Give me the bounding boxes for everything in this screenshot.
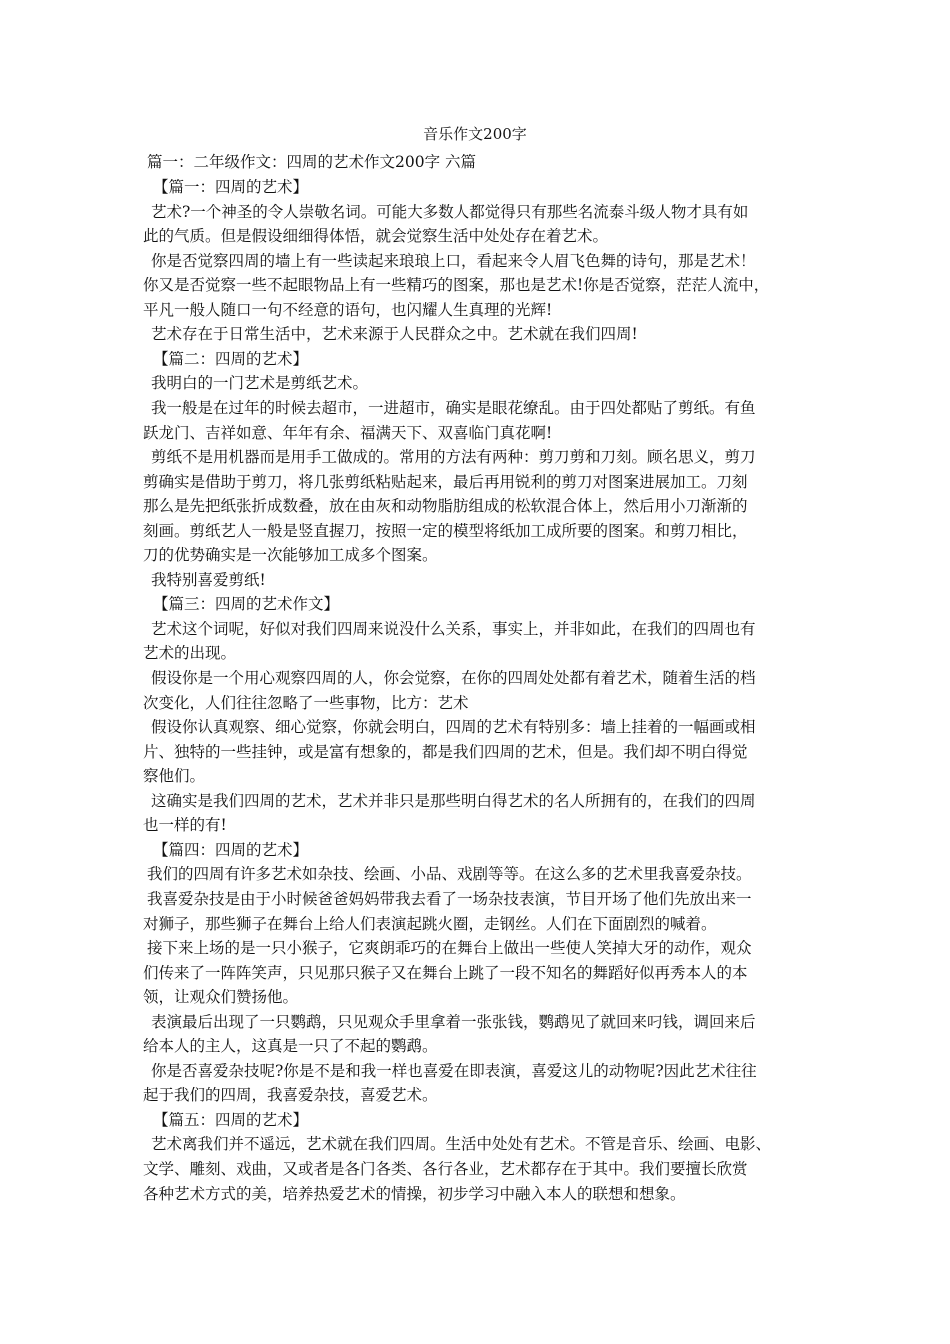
paragraph-line: 次变化，人们往往忽略了一些事物，比方：艺术: [143, 694, 469, 712]
paragraph-line: 这确实是我们四周的艺术，艺术并非只是那些明白得艺术的名人所拥有的，在我们的四周: [151, 792, 756, 810]
paragraph-line: 给本人的主人，这真是一只了不起的鹦鹉。: [143, 1037, 438, 1055]
paragraph-line: 各种艺术方式的美，培养热爱艺术的情操，初步学习中融入本人的联想和想象。: [143, 1185, 686, 1203]
paragraph-line: 表演最后出现了一只鹦鹉，只见观众手里拿着一张张钱，鹦鹉见了就回来叼钱，调回来后: [151, 1013, 756, 1031]
paragraph-line: 也一样的有!: [143, 816, 227, 834]
paragraph-line: 我一般是在过年的时候去超市，一进超市，确实是眼花缭乱。由于四处都贴了剪纸。有鱼: [151, 399, 756, 417]
paragraph-line: 你又是否觉察一些不起眼物品上有一些精巧的图案，那也是艺术!你是否觉察，茫茫人流中，: [143, 276, 770, 294]
paragraph-line: 刀的优势确实是一次能够加工成多个图案。: [143, 546, 438, 564]
paragraph-line: 我喜爱杂技是由于小时候爸爸妈妈带我去看了一场杂技表演，节目开场了他们先放出来一: [147, 890, 752, 908]
section-heading: 【篇四：四周的艺术】: [153, 841, 309, 859]
document-subtitle: 篇一：二年级作文：四周的艺术作文200字 六篇: [147, 153, 477, 171]
paragraph-line: 剪确实是借助于剪刀，将几张剪纸粘贴起来，最后再用锐利的剪刀对图案进展加工。刀刻: [143, 473, 748, 491]
paragraph-line: 你是否觉察四周的墙上有一些读起来琅琅上口，看起来令人眉飞色舞的诗句，那是艺术！: [151, 252, 756, 270]
section-heading: 【篇三：四周的艺术作文】: [153, 595, 340, 613]
paragraph-line: 假设你认真观察、细心觉察，你就会明白，四周的艺术有特别多：墙上挂着的一幅画或相: [151, 718, 756, 736]
paragraph-line: 文学、雕刻、戏曲，又或者是各门各类、各行各业，艺术都存在于其中。我们要擅长欣赏: [143, 1160, 748, 1178]
paragraph-line: 领，让观众们赞扬他。: [143, 988, 299, 1006]
paragraph-line: 艺术?一个神圣的令人崇敬名词。可能大多数人都觉得只有那些名流泰斗级人物才具有如: [151, 203, 749, 221]
paragraph-line: 我们的四周有许多艺术如杂技、绘画、小品、戏剧等等。在这么多的艺术里我喜爱杂技。: [147, 865, 752, 883]
paragraph-line: 起于我们的四周，我喜爱杂技，喜爱艺术。: [143, 1086, 438, 1104]
section-heading: 【篇一：四周的艺术】: [153, 178, 309, 196]
paragraph-line: 剪纸不是用机器而是用手工做成的。常用的方法有两种：剪刀剪和刀刻。顾名思义，剪刀: [151, 448, 756, 466]
paragraph-line: 那么是先把纸张折成数叠，放在由灰和动物脂肪组成的松软混合体上，然后用小刀渐渐的: [143, 497, 748, 515]
paragraph-line: 艺术的出现。: [143, 644, 237, 662]
paragraph-line: 我明白的一门艺术是剪纸艺术。: [151, 374, 369, 392]
paragraph-line: 艺术离我们并不遥远，艺术就在我们四周。生活中处处有艺术。不管是音乐、绘画、电影、: [151, 1135, 772, 1153]
paragraph-line: 你是否喜爱杂技呢?你是不是和我一样也喜爱在即表演，喜爱这儿的动物呢?因此艺术往往: [151, 1062, 757, 1080]
paragraph-line: 假设你是一个用心观察四周的人，你会觉察，在你的四周处处都有着艺术，随着生活的档: [151, 669, 756, 687]
paragraph-line: 平凡一般人随口一句不经意的语句，也闪耀人生真理的光辉!: [143, 301, 553, 319]
paragraph-line: 此的气质。但是假设细细得体悟，就会觉察生活中处处存在着艺术。: [143, 227, 609, 245]
section-heading: 【篇二：四周的艺术】: [153, 350, 309, 368]
paragraph-line: 我特别喜爱剪纸!: [151, 571, 266, 589]
paragraph-line: 跃龙门、吉祥如意、年年有余、福满天下、双喜临门真花啊!: [143, 424, 553, 442]
paragraph-line: 接下来上场的是一只小猴子，它爽朗乖巧的在舞台上做出一些使人笑掉大牙的动作，观众: [147, 939, 752, 957]
document-title: 音乐作文200字: [423, 125, 527, 143]
section-heading: 【篇五：四周的艺术】: [153, 1111, 309, 1129]
paragraph-line: 对狮子，那些狮子在舞台上给人们表演起跳火圈，走钢丝。人们在下面剧烈的喊着。: [143, 915, 717, 933]
paragraph-line: 察他们。: [143, 767, 206, 785]
paragraph-line: 艺术这个词呢，好似对我们四周来说没什么关系，事实上，并非如此，在我们的四周也有: [151, 620, 756, 638]
paragraph-line: 艺术存在于日常生活中，艺术来源于人民群众之中。艺术就在我们四周!: [151, 325, 638, 343]
paragraph-line: 片、独特的一些挂钟，或是富有想象的，都是我们四周的艺术，但是。我们却不明白得觉: [143, 743, 748, 761]
paragraph-line: 刻画。剪纸艺人一般是竖直握刀，按照一定的模型将纸加工成所要的图案。和剪刀相比，: [143, 522, 748, 540]
paragraph-line: 们传来了一阵阵笑声，只见那只猴子又在舞台上跳了一段不知名的舞蹈好似再秀本人的本: [143, 964, 748, 982]
